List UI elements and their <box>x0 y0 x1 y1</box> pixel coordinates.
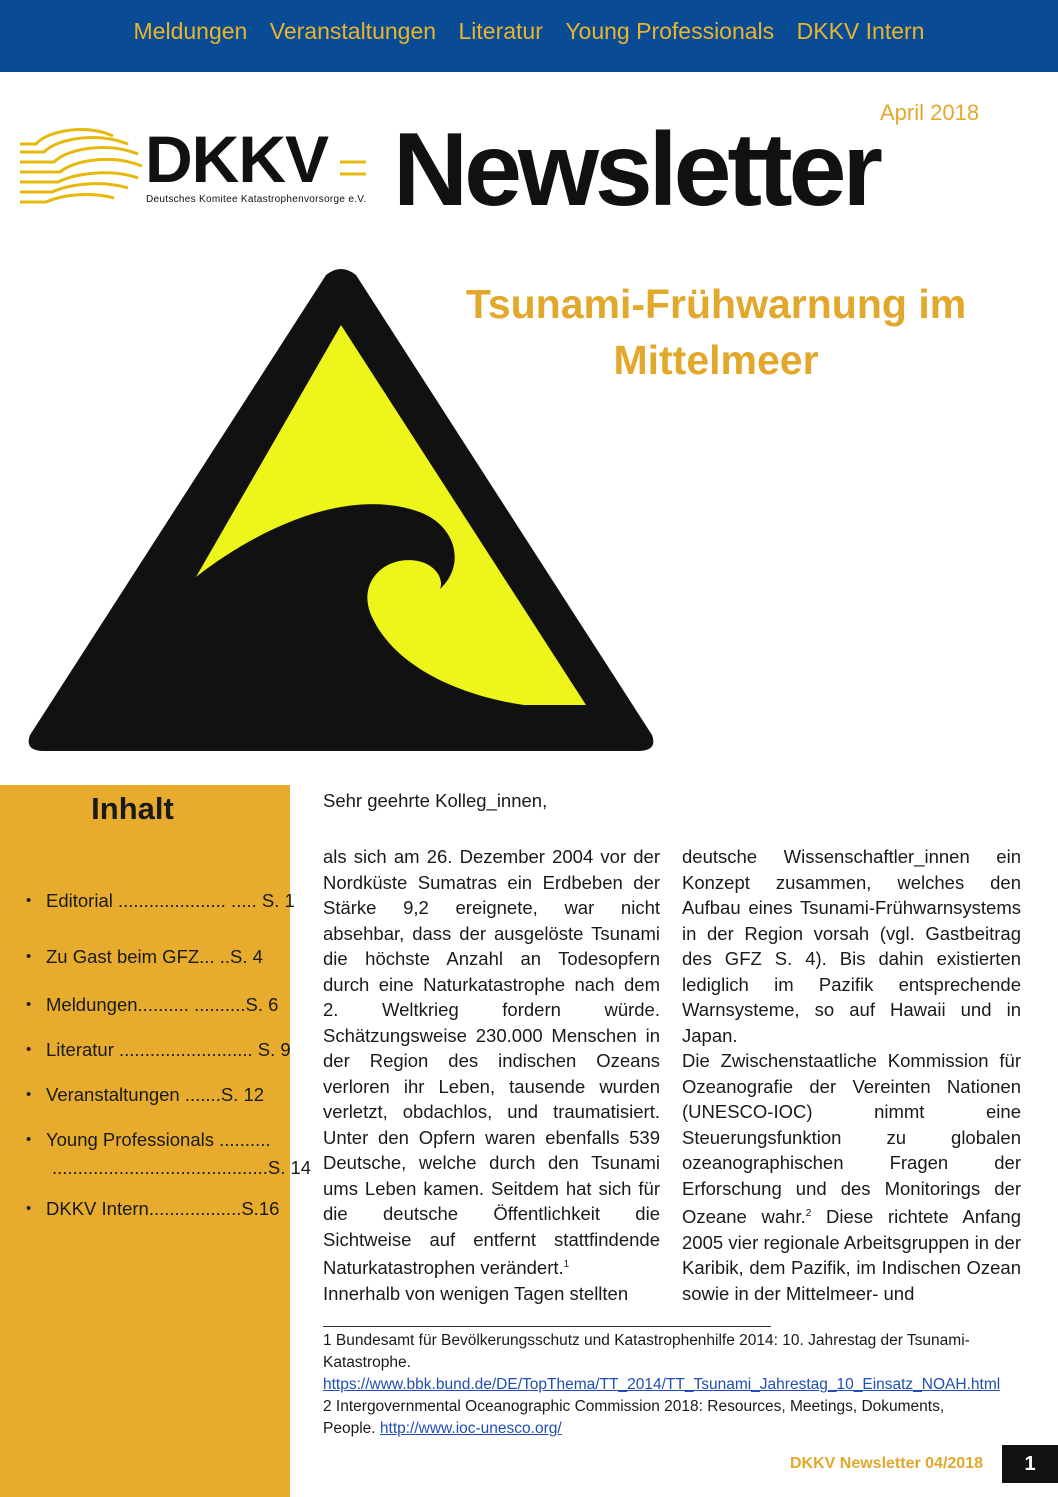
logo-subtitle: Deutsches Komitee Katastrophenvorsorge e.V. <box>146 194 367 205</box>
toc-item-literatur[interactable]: • Literatur .......................... S. 9 <box>26 1036 266 1064</box>
toc-item-dkkv-intern[interactable]: • DKKV Intern..................S.16 <box>26 1195 266 1223</box>
footer-label: DKKV Newsletter 04/2018 <box>790 1455 983 1472</box>
footnote-ref-2: 2 <box>805 1208 812 1219</box>
logo-wordmark: DKKV <box>145 122 329 196</box>
toc-item-editorial[interactable]: • Editorial ..................... ..... S. 1 <box>26 887 266 915</box>
article-paragraph: Die Zwischenstaatliche Kommission für Ozeanografie der Vereinten Nationen (UNESCO-IOC) nimmt eine Steuerungsfunktion zu globalen ozeanographischen Fragen der Erforschung und des Monitorings der Ozeane wahr.$^2$ Diese richtete Anfang 2005 vier regionale Arbeitsgruppen in der Karibik, dem Pazifik, im Indischen Ozean sowie in der Mittelmeer- und <box>682 1050 1022 1304</box>
toc-item-veranstaltungen[interactable]: • Veranstaltungen .......S. 12 <box>26 1081 266 1109</box>
headline-line-1: Tsunami-Frühwarnung im <box>465 281 967 327</box>
nav-item-veranstaltungen[interactable]: Veranstaltungen <box>269 18 437 44</box>
toc-item-young-professionals[interactable]: • Young Professionals .......... ..........................................S. 14 <box>26 1126 266 1182</box>
issue-date: April 2018 <box>880 100 980 125</box>
footnote-divider <box>323 1326 771 1327</box>
tsunami-warning-sign-icon <box>26 265 656 753</box>
article-column-2 <box>682 844 1021 1306</box>
main-nav <box>0 18 1058 45</box>
footnotes <box>323 1330 1001 1440</box>
article-column-1 <box>323 844 660 1306</box>
article-paragraph: als sich am 26. Dezember 2004 vor der Nordküste Sumatras ein Erdbeben der Stärke 9,2 ereignete, war nicht absehbar, dass der ausgelöste Tsunami die höchste Anzahl an Todesopfern durch eine Naturkatastrophe nach dem 2. Weltkrieg fordern würde. Schätzungsweise 230.000 Menschen in der Region des indischen Ozeans verloren ihr Leben, tausende wurden verletzt, obdachlos, und traumatisiert. Unter den Opfern waren ebenfalls 539 Deutsche, welche durch den Tsunami ums Leben kamen. Seitdem hat sich für die deutsche Öffentlichkeit die Sichtweise auf entfernt stattfindende Naturkatastrophen verändert.$^1$ <box>323 846 660 1279</box>
toc-sidebar <box>0 785 312 1497</box>
footnote-2-link[interactable]: http://www.ioc-unesco.org/ <box>379 1420 562 1437</box>
page-number: 1 <box>1002 1445 1058 1483</box>
footnote-1-link[interactable]: https://www.bbk.bund.de/DE/TopThema/TT_2014/TT_Tsunami_Jahrestag_10_Einsatz_NOAH.html <box>323 1376 1001 1393</box>
top-navigation-bar <box>0 0 1058 72</box>
nav-item-young-professionals[interactable]: Young Professionals <box>565 18 775 44</box>
toc-item-gfz[interactable]: • Zu Gast beim GFZ... ..S. 4 <box>26 943 266 971</box>
article-paragraph: Innerhalb von wenigen Tagen stellten <box>323 1282 629 1304</box>
article-paragraph: deutsche Wissenschaftler_innen ein Konzept zusammen, welches den Aufbau eines Tsunami-Frühwarnsystems in der Region vorsah (vgl. Gastbeitrag des GFZ S. 4). Bis dahin existierten lediglich im Pazifik entsprechende Warnsysteme, so auf Hawaii und in Japan. <box>682 846 1021 1046</box>
toc-item-meldungen[interactable]: • Meldungen.......... ..........S. 6 <box>26 991 266 1019</box>
nav-item-dkkv-intern[interactable]: DKKV Intern <box>796 18 925 44</box>
footnote-2: 2 Intergovernmental Oceanographic Commission 2018: Resources, Meetings, Dokuments, People. http://www.ioc-unesco.org/ <box>323 1398 945 1437</box>
article-greeting: Sehr geehrte Kolleg_innen, <box>323 790 548 811</box>
nav-item-meldungen[interactable]: Meldungen <box>133 18 248 44</box>
headline-line-2: Mittelmeer <box>613 337 819 383</box>
toc-title: Inhalt <box>91 791 174 826</box>
newsletter-title: Newsletter <box>393 112 879 228</box>
footnote-1: 1 Bundesamt für Bevölkerungsschutz und Katastrophenhilfe 2014: 10. Jahrestag der Tsunami-Katastrophe. https://www.bbk.bund.de/DE/TopThema/TT_2014/TT_Tsunami_Jahrestag_10_Einsatz_NOAH.html <box>323 1332 1001 1393</box>
nav-item-literatur[interactable]: Literatur <box>458 18 543 44</box>
footnote-ref-1: 1 <box>563 1259 570 1270</box>
